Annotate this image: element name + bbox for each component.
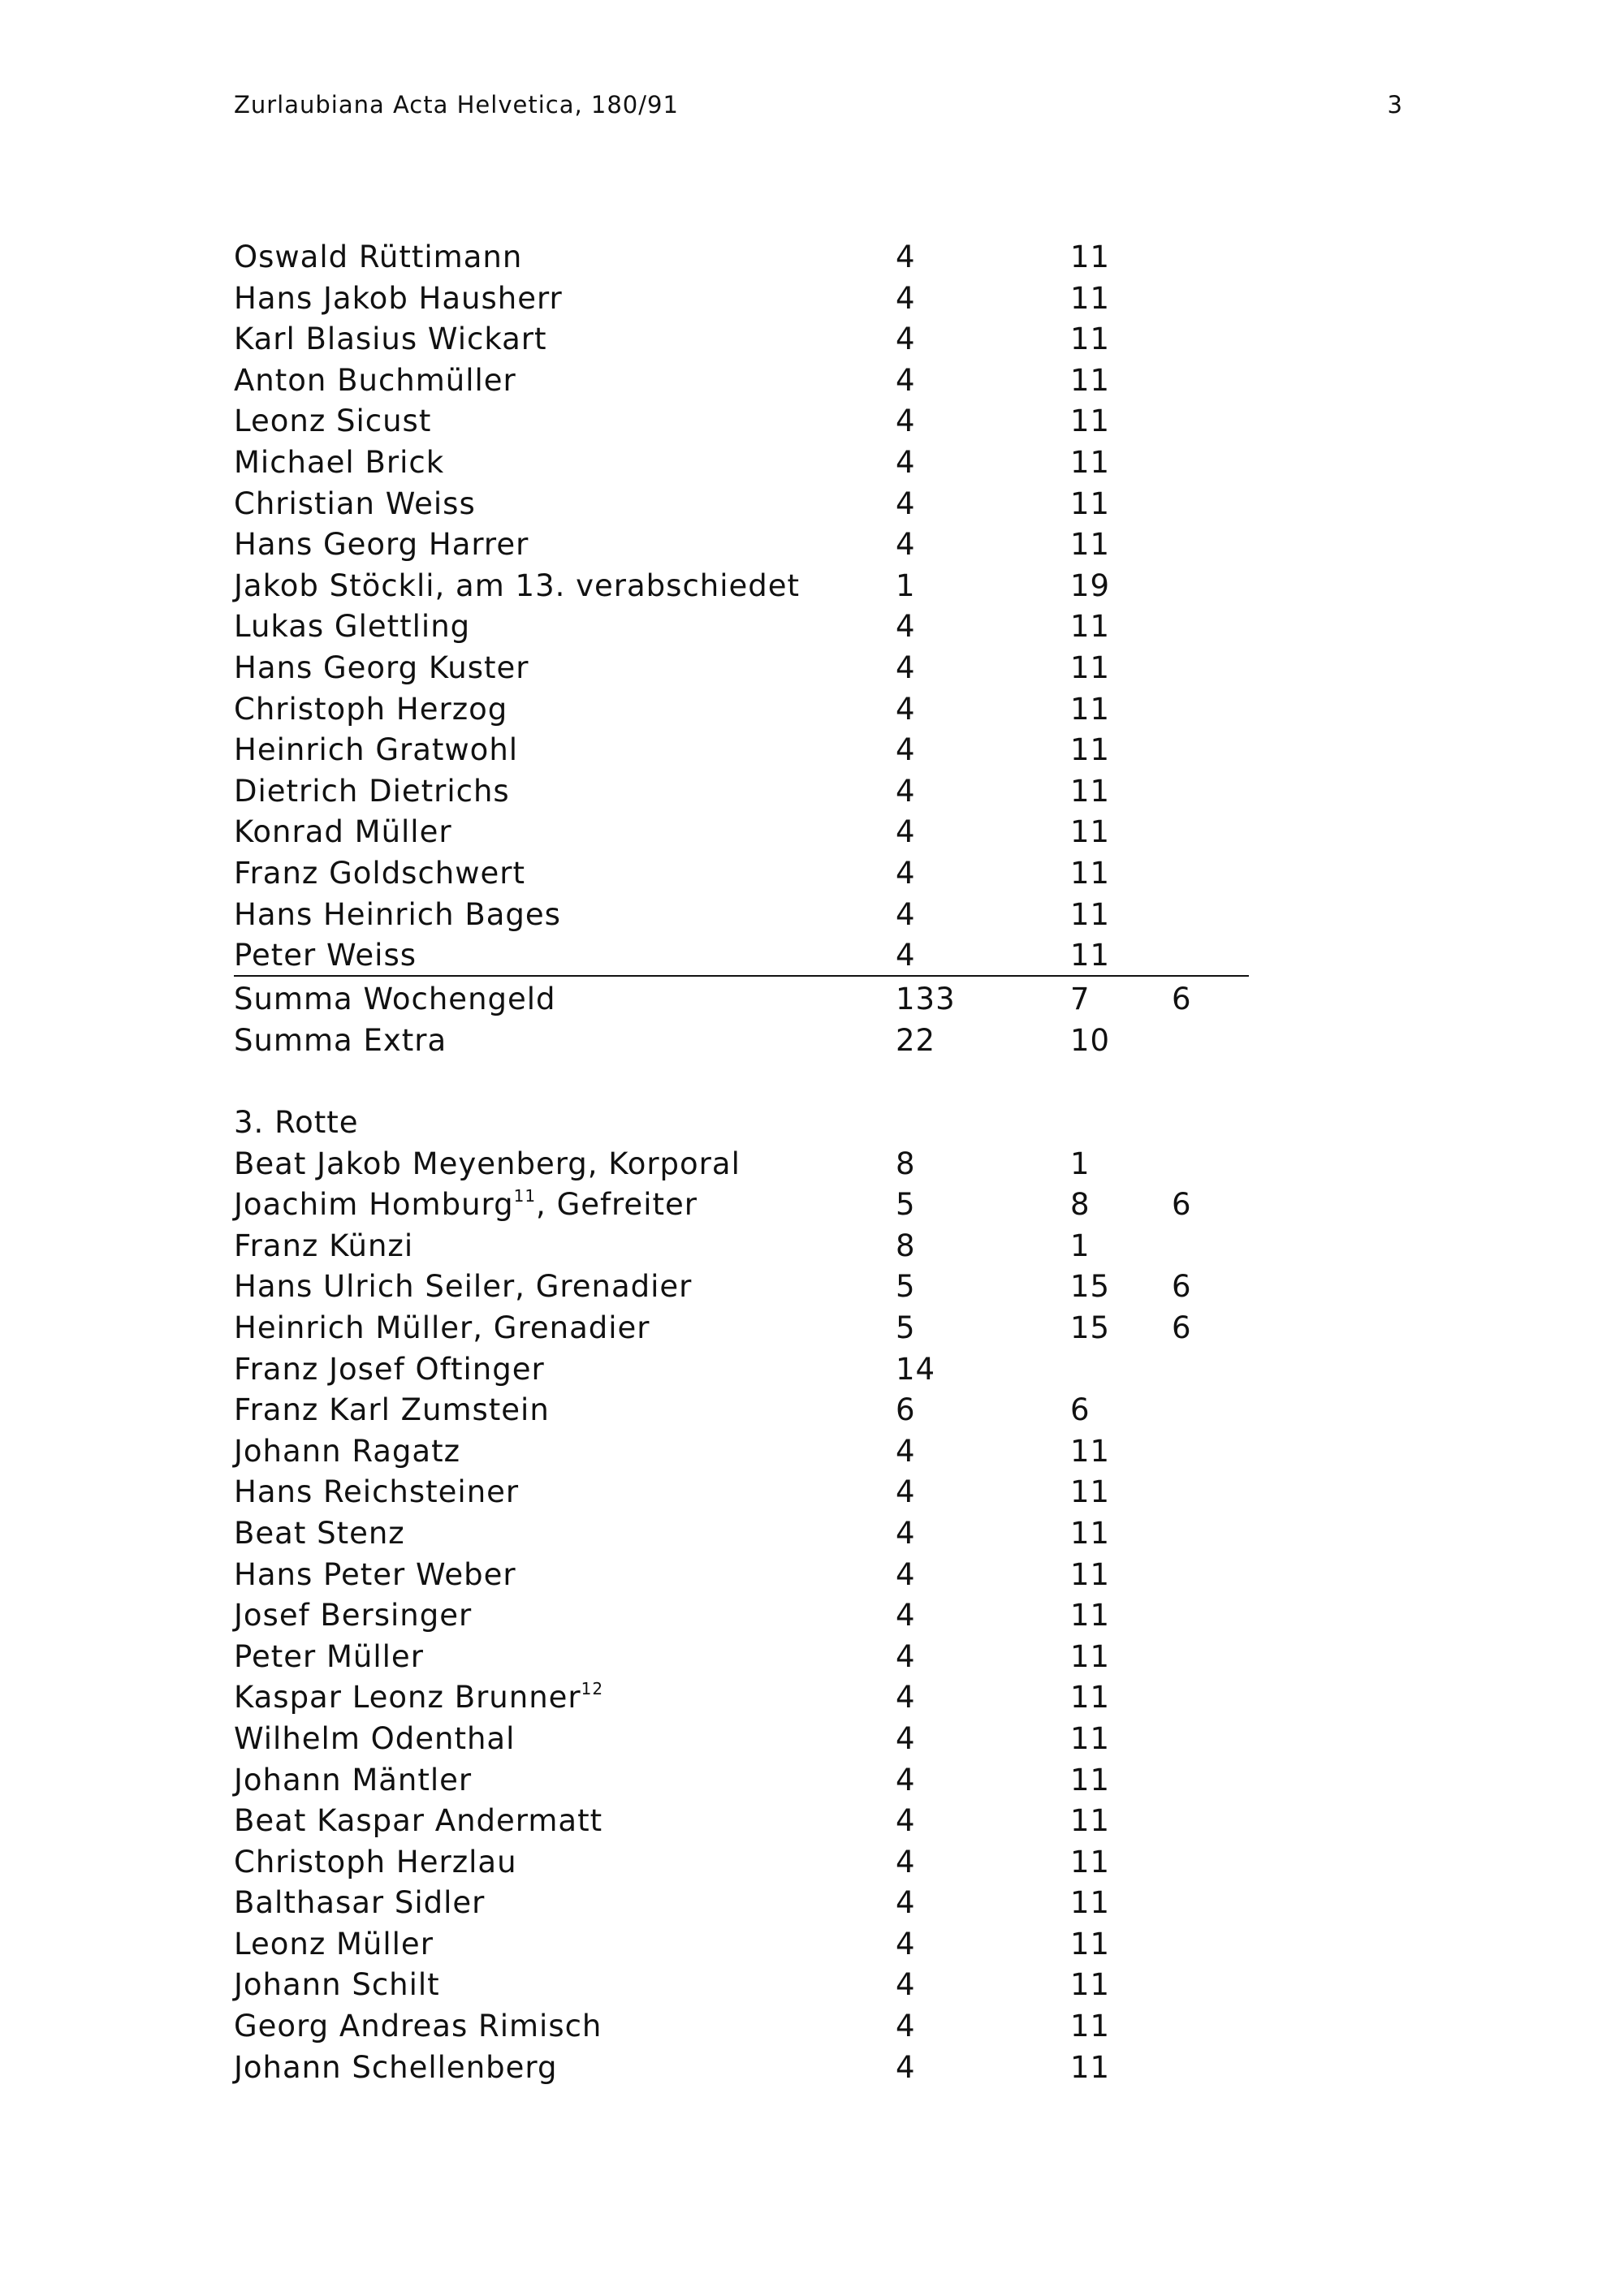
entry-name-text: Hans Reichsteiner	[234, 1474, 520, 1510]
amount-col-2: 11	[1070, 1720, 1111, 1756]
roster-row	[234, 319, 1249, 360]
amount-col-2: 11	[1070, 486, 1111, 521]
amount-col-2: 1	[1070, 1228, 1091, 1263]
roster-row	[234, 1760, 1249, 1802]
roster-row	[234, 1267, 1249, 1308]
entry-name	[234, 1883, 485, 1923]
section-heading	[234, 1103, 1249, 1144]
entry-name	[234, 524, 529, 565]
roster-row	[234, 1472, 1249, 1513]
entry-name-text: Jakob Stöckli, am 13. verabschiedet	[234, 568, 801, 603]
roster-row	[234, 895, 1249, 936]
amount-col-1: 4	[896, 1433, 916, 1469]
amount-col-1: 4	[896, 1967, 916, 2003]
roster-row	[234, 1513, 1249, 1555]
page-header	[234, 91, 1403, 130]
entry-name-text: Hans Ulrich Seiler, Grenadier	[234, 1269, 693, 1305]
entry-name-text: Joachim Homburg	[234, 1187, 514, 1223]
entry-name	[234, 2048, 557, 2088]
entry-name	[234, 895, 561, 935]
entry-name-text: Leonz Müller	[234, 1926, 434, 1962]
amount-col-2: 11	[1070, 1598, 1111, 1634]
entry-name	[234, 1555, 516, 1595]
entry-name	[234, 1431, 460, 1472]
entry-name-text: Beat Stenz	[234, 1515, 405, 1551]
roster-row	[234, 2048, 1249, 2089]
roster-row	[234, 1555, 1249, 1596]
entry-name-text: Beat Jakob Meyenberg, Korporal	[234, 1146, 741, 1181]
amount-col-2: 11	[1070, 938, 1111, 973]
amount-col-1: 4	[896, 1926, 916, 1962]
amount-col-1: 4	[896, 1638, 916, 1674]
amount-col-1: 4	[896, 1762, 916, 1798]
amount-col-1: 5	[896, 1269, 916, 1305]
entry-name-text: Josef Bersinger	[234, 1598, 473, 1634]
entry-name-text: Christian Weiss	[234, 486, 476, 521]
entry-name	[234, 1472, 519, 1513]
entry-name	[234, 730, 518, 770]
entry-name	[234, 1677, 603, 1718]
amount-col-1: 4	[896, 814, 916, 850]
amount-col-2: 11	[1070, 1967, 1111, 2003]
entry-name	[234, 442, 444, 483]
amount-col-2: 11	[1070, 609, 1111, 645]
amount-col-1: 133	[896, 982, 956, 1016]
entry-name	[234, 606, 470, 647]
amount-col-1: 4	[896, 362, 916, 398]
amount-col-2: 11	[1070, 444, 1111, 480]
roster-row	[234, 484, 1249, 525]
entry-name	[234, 484, 476, 524]
entry-name-text: Beat Kaspar Andermatt	[234, 1803, 603, 1839]
total-row	[234, 1021, 1249, 1062]
entry-name-text: Oswald Rüttimann	[234, 240, 523, 274]
entry-name-text: Lukas Glettling	[234, 609, 471, 645]
amount-col-2: 11	[1070, 2009, 1111, 2044]
roster-row	[234, 935, 1249, 977]
entry-name-text: Hans Georg Harrer	[234, 527, 529, 563]
entry-name	[234, 979, 556, 1020]
amount-col-2: 11	[1070, 773, 1111, 809]
roster-row	[234, 1144, 1249, 1185]
amount-col-2: 11	[1070, 896, 1111, 932]
entry-name	[234, 1637, 424, 1677]
amount-col-3: 6	[1172, 1269, 1192, 1305]
amount-col-1: 4	[896, 1515, 916, 1551]
amount-col-2: 11	[1070, 1474, 1111, 1510]
roster-row	[234, 1185, 1249, 1226]
roster-row	[234, 1801, 1249, 1842]
amount-col-2: 15	[1070, 1269, 1111, 1305]
roster-row	[234, 1719, 1249, 1760]
entry-name	[234, 935, 417, 976]
amount-col-1: 5	[896, 1310, 916, 1345]
amount-col-2: 6	[1070, 1392, 1091, 1428]
entry-name-text: Karl Blasius Wickart	[234, 322, 547, 357]
roster-row	[234, 1431, 1249, 1473]
amount-col-3: 6	[1172, 1310, 1192, 1345]
roster-row	[234, 1226, 1249, 1267]
entry-name	[234, 1308, 650, 1349]
roster-row	[234, 401, 1249, 442]
amount-col-1: 1	[896, 568, 916, 603]
entry-name-text: Leonz Sicust	[234, 404, 432, 439]
amount-col-1: 4	[896, 1556, 916, 1592]
amount-col-2: 11	[1070, 1515, 1111, 1551]
entry-name	[234, 853, 525, 894]
amount-col-1: 4	[896, 855, 916, 891]
footnote-marker: 12	[581, 1679, 604, 1699]
entry-name	[234, 812, 452, 852]
amount-col-1: 4	[896, 1844, 916, 1880]
amount-col-1: 4	[896, 732, 916, 768]
roster-row	[234, 360, 1249, 402]
amount-col-3: 6	[1172, 1187, 1192, 1223]
amount-col-2: 11	[1070, 404, 1111, 439]
amount-col-1: 4	[896, 404, 916, 439]
roster-row	[234, 648, 1249, 689]
entry-name	[234, 1595, 472, 1636]
entry-name-text: Heinrich Gratwohl	[234, 732, 519, 768]
amount-col-2: 11	[1070, 1433, 1111, 1469]
roster-row	[234, 1883, 1249, 1924]
entry-name	[234, 1924, 434, 1965]
entry-name-text: Hans Georg Kuster	[234, 650, 529, 685]
amount-col-1: 4	[896, 322, 916, 357]
amount-col-1: 8	[896, 1228, 916, 1263]
entry-name	[234, 1349, 545, 1390]
roster-row	[234, 1390, 1249, 1431]
footnote-marker: 11	[513, 1186, 537, 1206]
amount-col-1: 4	[896, 2009, 916, 2044]
roster-row	[234, 524, 1249, 566]
amount-col-1: 4	[896, 896, 916, 932]
entry-name	[234, 1965, 440, 2005]
entry-name-suffix: , Gefreiter	[536, 1187, 698, 1223]
entry-name	[234, 689, 508, 730]
amount-col-1: 4	[896, 1885, 916, 1921]
entry-name	[234, 1144, 741, 1185]
entry-name	[234, 1185, 698, 1225]
entry-name	[234, 1760, 472, 1801]
entry-name-text: Johann Schilt	[234, 1967, 440, 2003]
roster-row	[234, 730, 1249, 771]
amount-col-1: 4	[896, 1720, 916, 1756]
roster-row	[234, 1349, 1249, 1391]
entry-name	[234, 237, 522, 278]
amount-col-1: 8	[896, 1146, 916, 1181]
entry-name-text: Dietrich Dietrichs	[234, 773, 510, 809]
amount-col-2: 7	[1070, 982, 1091, 1016]
amount-col-2: 19	[1070, 568, 1111, 603]
entry-name-text: Summa Wochengeld	[234, 982, 556, 1016]
entry-name	[234, 1842, 517, 1883]
entry-name	[234, 1226, 413, 1267]
section-heading-text: 3. Rotte	[234, 1105, 359, 1140]
entry-name	[234, 401, 431, 442]
amount-col-1: 4	[896, 444, 916, 480]
entry-name-text: Johann Schellenberg	[234, 2049, 558, 2085]
roster-row	[234, 278, 1249, 320]
entry-name-text: Hans Peter Weber	[234, 1556, 516, 1592]
amount-col-1: 4	[896, 280, 916, 316]
roster-row	[234, 442, 1249, 484]
amount-col-2: 11	[1070, 280, 1111, 316]
roster-row	[234, 1842, 1249, 1884]
entry-name	[234, 1390, 550, 1431]
amount-col-2: 11	[1070, 1885, 1111, 1921]
entry-name-text: Peter Weiss	[234, 938, 417, 973]
page-number: 3	[1387, 91, 1403, 119]
roster-section-continued	[234, 237, 1249, 977]
amount-col-1: 4	[896, 1680, 916, 1716]
amount-col-1: 4	[896, 609, 916, 645]
entry-name	[234, 648, 529, 688]
document-title: Zurlaubiana Acta Helvetica, 180/91	[234, 91, 679, 119]
amount-col-1: 14	[896, 1351, 936, 1387]
amount-col-2: 15	[1070, 1310, 1111, 1345]
amount-col-2: 10	[1070, 1022, 1111, 1058]
entry-name	[234, 1021, 447, 1061]
roster-row	[234, 1677, 1249, 1719]
amount-col-2: 11	[1070, 650, 1111, 685]
amount-col-1: 4	[896, 1598, 916, 1634]
amount-col-3: 6	[1172, 982, 1192, 1016]
entry-name-text: Hans Jakob Hausherr	[234, 280, 563, 316]
amount-col-1: 4	[896, 240, 916, 274]
amount-col-2: 11	[1070, 2049, 1111, 2085]
entry-name	[234, 2006, 602, 2047]
entry-name-text: Peter Müller	[234, 1638, 424, 1674]
entry-name-text: Kaspar Leonz Brunner	[234, 1680, 581, 1716]
amount-col-1: 4	[896, 938, 916, 973]
entry-name-text: Franz Künzi	[234, 1228, 414, 1263]
roster-row	[234, 853, 1249, 895]
amount-col-2: 11	[1070, 1803, 1111, 1839]
entry-name-text: Konrad Müller	[234, 814, 452, 850]
amount-col-2: 11	[1070, 322, 1111, 357]
entry-name-text: Johann Mäntler	[234, 1762, 473, 1798]
amount-col-2: 11	[1070, 814, 1111, 850]
sum-divider-line	[234, 975, 1249, 977]
entry-name-text: Wilhelm Odenthal	[234, 1720, 516, 1756]
amount-col-2: 11	[1070, 1680, 1111, 1716]
entry-name-text: Christoph Herzlau	[234, 1844, 517, 1880]
roster-row	[234, 2006, 1249, 2048]
entry-name	[234, 319, 546, 360]
entry-name	[234, 1513, 405, 1554]
amount-col-1: 4	[896, 1803, 916, 1839]
amount-col-1: 4	[896, 527, 916, 563]
amount-col-1: 4	[896, 486, 916, 521]
amount-col-1: 5	[896, 1187, 916, 1223]
roster-row	[234, 771, 1249, 813]
entry-name	[234, 1267, 692, 1307]
amount-col-2: 11	[1070, 240, 1111, 274]
entry-name-text: Summa Extra	[234, 1022, 447, 1058]
amount-col-2: 11	[1070, 1762, 1111, 1798]
entry-name-text: Georg Andreas Rimisch	[234, 2009, 603, 2044]
roster-row	[234, 1308, 1249, 1349]
amount-col-1: 4	[896, 2049, 916, 2085]
roster-section-3-rotte	[234, 1103, 1249, 2088]
roster-row	[234, 237, 1249, 278]
entry-name-text: Hans Heinrich Bages	[234, 896, 561, 932]
amount-col-2: 11	[1070, 527, 1111, 563]
roster-row	[234, 566, 1249, 607]
amount-col-2: 11	[1070, 1926, 1111, 1962]
roster-row	[234, 812, 1249, 853]
roster-row	[234, 1924, 1249, 1966]
roster-row	[234, 1965, 1249, 2006]
entry-name	[234, 566, 800, 606]
amount-col-2: 11	[1070, 1556, 1111, 1592]
amount-col-1: 4	[896, 1474, 916, 1510]
entry-name-text: Johann Ragatz	[234, 1433, 460, 1469]
roster-row	[234, 606, 1249, 648]
amount-col-2: 11	[1070, 691, 1111, 727]
roster-section-totals	[234, 979, 1249, 1061]
amount-col-1: 4	[896, 773, 916, 809]
amount-col-1: 4	[896, 650, 916, 685]
amount-col-2: 11	[1070, 732, 1111, 768]
entry-name	[234, 278, 563, 319]
entry-name-text: Heinrich Müller, Grenadier	[234, 1310, 650, 1345]
entry-name-text: Christoph Herzog	[234, 691, 508, 727]
entry-name-text: Franz Goldschwert	[234, 855, 525, 891]
entry-name-text: Balthasar Sidler	[234, 1885, 486, 1921]
amount-col-2: 11	[1070, 1844, 1111, 1880]
entry-name	[234, 771, 510, 812]
amount-col-2: 1	[1070, 1146, 1091, 1181]
amount-col-1: 4	[896, 691, 916, 727]
amount-col-2: 11	[1070, 1638, 1111, 1674]
total-row	[234, 979, 1249, 1021]
amount-col-1: 6	[896, 1392, 916, 1428]
entry-name	[234, 1719, 515, 1759]
amount-col-2: 11	[1070, 362, 1111, 398]
roster-row	[234, 689, 1249, 731]
entry-name-text: Anton Buchmüller	[234, 362, 516, 398]
entry-name-text: Franz Karl Zumstein	[234, 1392, 550, 1428]
amount-col-2: 11	[1070, 855, 1111, 891]
amount-col-2: 8	[1070, 1187, 1091, 1223]
entry-name-text: Franz Josef Oftinger	[234, 1351, 545, 1387]
roster-row	[234, 1595, 1249, 1637]
entry-name	[234, 1801, 603, 1841]
roster-row	[234, 1637, 1249, 1678]
amount-col-1: 22	[896, 1022, 936, 1058]
entry-name-text: Michael Brick	[234, 444, 445, 480]
entry-name	[234, 360, 516, 401]
